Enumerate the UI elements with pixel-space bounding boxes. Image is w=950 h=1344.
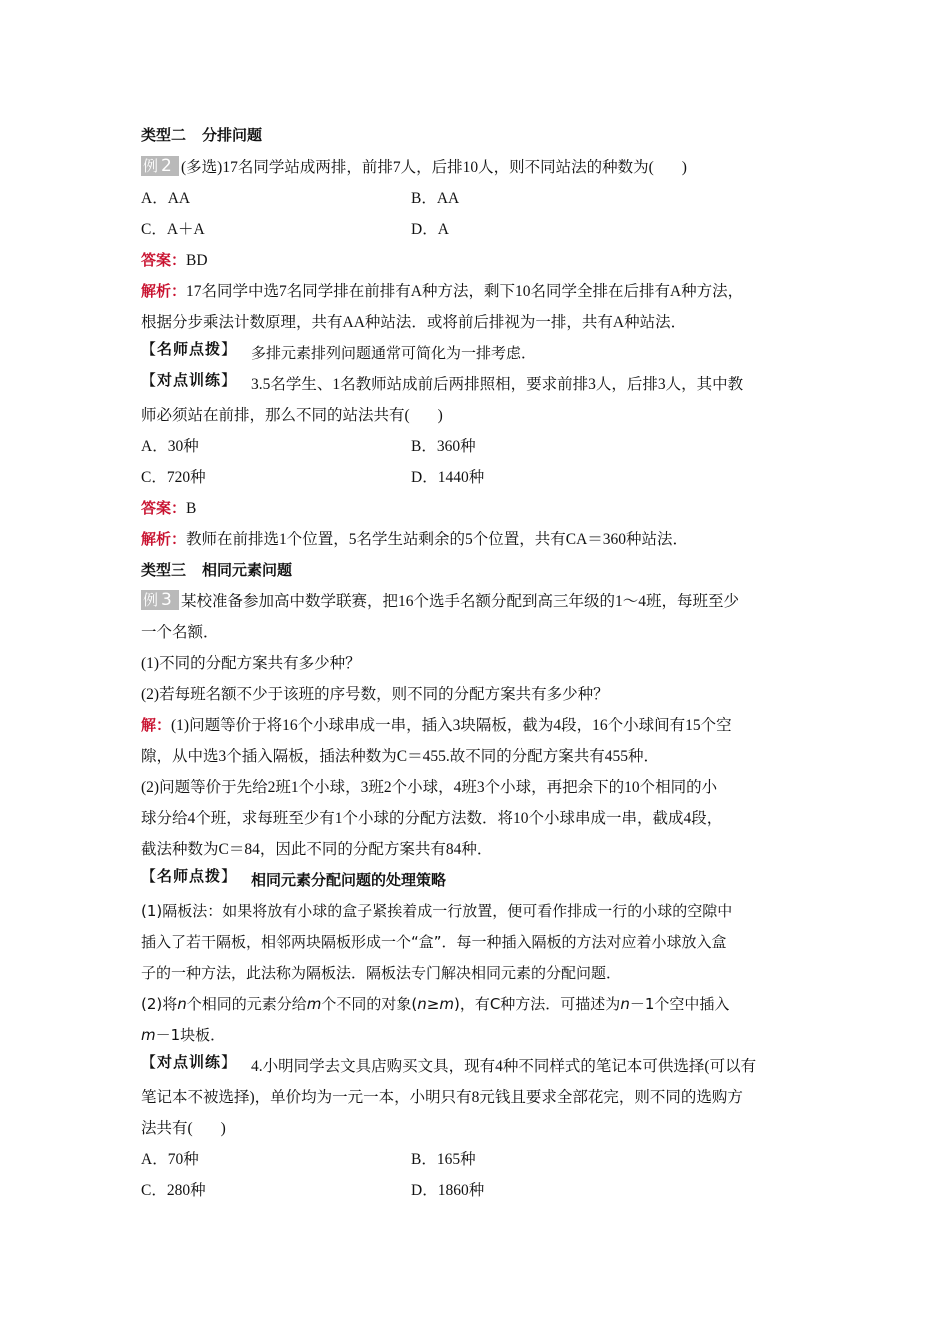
document-page [141,118,813,1206]
analysis-line [141,307,813,338]
answer-line [141,245,813,276]
analysis-text: 教师在前排选1个位置，5名学生站剩余的5个位置，共有CA＝360种站法． [186,531,689,548]
option-d: D．1440种 [411,469,485,486]
section-heading-3 [141,555,813,586]
option-b: B．360种 [411,438,476,455]
solution-text: 截法种数为C＝84，因此不同的分配方案共有84种． [141,841,493,858]
section-title: 相同元素问题 [202,561,293,579]
solution-label: 解： [141,716,172,734]
subquestion-1: (1)不同的分配方案共有多少种？ [141,655,361,672]
solution-line [141,710,813,741]
tip-tag: 【名师点拨】 [141,867,238,885]
section-title: 分排问题 [202,126,263,144]
solution-line [141,834,813,865]
options-row [141,183,813,214]
section-heading-2 [141,118,813,152]
section-type-label: 类型三 [141,561,187,579]
solution-text: (1)问题等价于将16个小球串成一串，插入3块隔板，截为4段，16个小球间有15个空 [171,717,732,734]
tip-paragraph: 插入了若干隔板，相邻两块隔板形成一个“盒”．每一种插入隔板的方法对应着小球放入盒 [141,933,727,951]
solution-line [141,741,813,772]
practice-text: 笔记本不被选择)，单价均为一元一本，小明只有8元钱且要求全部花完，则不同的选购方 [141,1089,743,1106]
tip-paragraph: 子的一种方法，此法称为隔板法．隔板法专门解决相同元素的分配问题． [141,964,622,982]
practice-tag: 【对点训练】 [141,371,238,389]
answer-label: 答案： [141,499,187,517]
option-d: D．A [411,221,449,238]
answer-value: BD [186,252,208,269]
solution-text: 球分给4个班，求每班至少有1个小球的分配方法数．将10个小球串成一串，截成4段， [141,810,723,827]
option-a: A．70种 [141,1151,199,1168]
analysis-text: 17名同学中选7名同学排在前排有A种方法，剩下10名同学全排在后排有A种方法， [186,283,744,300]
section-type-label: 类型二 [141,126,187,144]
option-c: C．A＋A [141,221,205,238]
analysis-label: 解析： [141,530,187,548]
example-badge: 例 2 [141,156,179,176]
practice-line [141,369,813,400]
example-2-question: 例 2 (多选)17名同学站成两排，前排7人，后排10人，则不同站法的种数为( ) [143,156,687,177]
solution-text: (2)问题等价于先给2班1个小球，3班2个小球，4班3个小球，再把余下的10个相同的小 [141,779,718,796]
tip-box [141,338,813,369]
option-c: C．280种 [141,1182,206,1199]
option-c: C．720种 [141,469,206,486]
options-row [141,214,813,245]
practice-line [141,1051,813,1082]
analysis-label: 解析： [141,282,187,300]
tip-box [141,865,813,896]
tip-paragraph: m－1块板． [141,1026,226,1044]
practice-line [141,1082,813,1113]
analysis-line [141,524,813,555]
option-a: A．AA [141,190,191,207]
solution-text: 隙，从中选3个插入隔板，插法种数为C＝455.故不同的分配方案共有455种． [141,748,659,765]
options-row [141,1144,813,1175]
option-d: D．1860种 [411,1182,485,1199]
question-text: 一个名额． [141,624,219,641]
option-a: A．30种 [141,438,199,455]
practice-line: 法共有( ) [141,1120,226,1137]
question-text: 某校准备参加高中数学联赛，把16个选手名额分配到高三年级的1～4班，每班至少 [181,593,740,610]
tip-title: 相同元素分配问题的处理策略 [251,871,447,889]
practice-text: 法共有( [141,1120,193,1137]
answer-value: B [186,500,197,517]
practice-text: 师必须站在前排，那么不同的站法共有( [141,407,410,424]
answer-label: 答案： [141,251,187,269]
options-row [141,431,813,462]
tip-tag: 【名师点拨】 [141,340,238,358]
example-3-question [141,586,813,617]
practice-tag: 【对点训练】 [141,1053,238,1071]
analysis-text: 根据分步乘法计数原理，共有AA种站法．或将前后排视为一排，共有A种站法． [141,314,687,331]
analysis-line [141,276,813,307]
question-text: (多选)17名同学站成两排，前排7人，后排10人，则不同站法的种数为( [181,159,654,176]
practice-text: 3.5名学生、1名教师站成前后两排照相，要求前排3人，后排3人，其中教 [251,376,744,393]
question-line [141,617,813,648]
options-row [141,462,813,493]
tip-text: 多排元素排列问题通常可简化为一排考虑． [251,344,537,362]
tip-paragraph: (1)隔板法：如果将放有小球的盒子紧挨着成一行放置，便可看作排成一行的小球的空隙中 [141,902,733,920]
practice-line: 师必须站在前排，那么不同的站法共有( ) [141,407,443,424]
solution-line [141,772,813,803]
solution-line [141,803,813,834]
options-row [141,1175,813,1206]
answer-line [141,493,813,524]
option-b: B．AA [411,190,460,207]
option-b: B．165种 [411,1151,476,1168]
example-badge: 例 3 [141,590,179,610]
tip-paragraph: (2)将n个相同的元素分给m个不同的对象(n≥m)，有C种方法．可描述为n－1个空中插入 [141,995,730,1013]
practice-text: 4.小明同学去文具店购买文具，现有4种不同样式的笔记本可供选择(可以有 [251,1058,757,1075]
subquestion-2: (2)若每班名额不少于该班的序号数，则不同的分配方案共有多少种？ [141,686,609,703]
